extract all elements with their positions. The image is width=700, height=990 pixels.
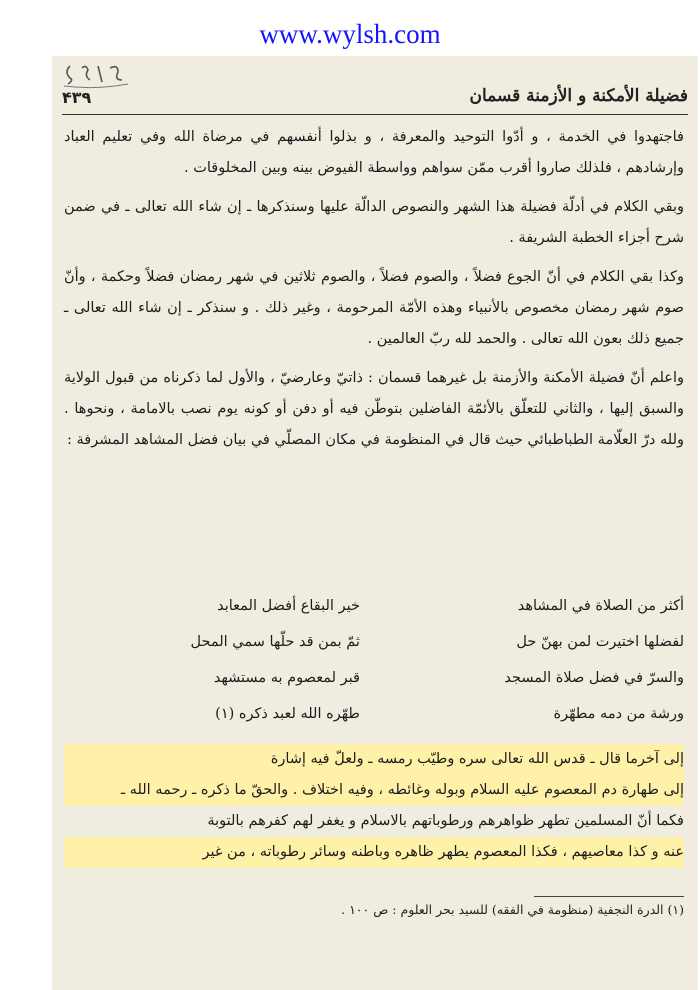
poem-hemistich-second: طهّره الله لعبد ذكره (١): [215, 706, 360, 722]
site-watermark: www.wylsh.com: [259, 19, 441, 49]
footnote: (١) الدرة النجفية (منظومة في الفقه) للسيد بحر العلوم : ص ١٠٠ .: [341, 902, 684, 917]
running-title: فضيلة الأمكنة و الأزمنة قسمان: [469, 86, 688, 106]
poem-verse: [70, 588, 684, 624]
poem-verse: [70, 696, 684, 732]
poem: [70, 588, 684, 728]
scanned-page: [52, 56, 698, 990]
poem-hemistich-second: خير البقاع أفضل المعابد: [217, 598, 360, 614]
paragraph: وبقي الكلام في أدلّة فضيلة هذا الشهر والنصوص الدالّة عليها وسنذكرها ـ إن شاء الله تعالى ـ في ضمن شرح أجزاء الخطبة الشريفة .: [64, 199, 684, 246]
paragraph: فاجتهدوا في الخدمة ، و أدّوا التوحيد والمعرفة ، و بذلوا أنفسهم في مرضاة الله وفي تعليم العباد وإرشادهم ، فلذلك صاروا أقرب ممّن سواهم وواسطة الفيوض بينه وبين المخلوقات .: [64, 129, 684, 176]
paragraph: وكذا بقي الكلام في أنّ الجوع فضلاً ، والصوم فضلاً ، والصوم ثلاثين في شهر رمضان فضلاً وحكمة ، وأنّ صوم شهر رمضان مخصوص بالأنبياء وهذه الأمّة المرحومة ، وغير ذلك . و سنذكر ـ إن شاء الله تعالى ـ جميع ذلك بعون الله تعالى . والحمد لله ربّ العالمين .: [64, 269, 684, 347]
text-line: فكما أنّ المسلمين تطهر ظواهرهم ورطوباتهم بالاسلام و يغفر لهم كفرهم بالتوبة: [207, 813, 684, 829]
header-divider: [62, 114, 688, 115]
poem-hemistich-second: قبر لمعصوم به مستشهد: [213, 670, 360, 686]
poem-hemistich-first: لفضلها اختيرت لمن بهنّ حل: [516, 634, 684, 650]
poem-hemistich-first: أكثر من الصلاة في المشاهد: [517, 598, 684, 614]
closing-text: [64, 744, 684, 868]
highlighted-line: عنه و كذا معاصيهم ، فكذا المعصوم يطهر ظاهره وباطنه وسائر رطوباته ، من غير: [64, 837, 684, 868]
highlighted-line: إلى طهارة دم المعصوم عليه السلام وبوله وغائطه ، وفيه اختلاف . والحقّ ما ذكره ـ رحمه الله ـ: [64, 775, 684, 806]
page-number: ۴۳۹: [62, 88, 92, 107]
poem-hemistich-first: ورشة من دمه مطهّرة: [553, 706, 684, 722]
main-text: [64, 122, 684, 464]
poem-verse: [70, 624, 684, 660]
highlighted-line: إلى آخرما قال ـ قدس الله تعالى سره وطيّب رمسه ـ ولعلّ فيه إشارة: [64, 744, 684, 775]
footnote-divider: [534, 896, 684, 897]
poem-verse: [70, 660, 684, 696]
poem-hemistich-second: ثمّ بمن قد حلّها سمي المحل: [190, 634, 360, 650]
poem-hemistich-first: والسرّ في فضل صلاة المسجد: [504, 670, 684, 686]
paragraph: واعلم أنّ فضيلة الأمكنة والأزمنة بل غيرهما قسمان : ذاتيّ وعارضيّ ، والأول لما ذكرناه من قبول الولاية والسبق إليها ، والثاني للتعلّق بالأئمّة الفاضلين بتوطّن فيه أو دفن أو كونه يوم نصب بالامامة ، ونحوها . ولله درّ العلّامة الطباطبائي حيث قال في المنظومة في مكان المصلّي في بيان فضل المشاهد المشرفة :: [64, 370, 684, 448]
